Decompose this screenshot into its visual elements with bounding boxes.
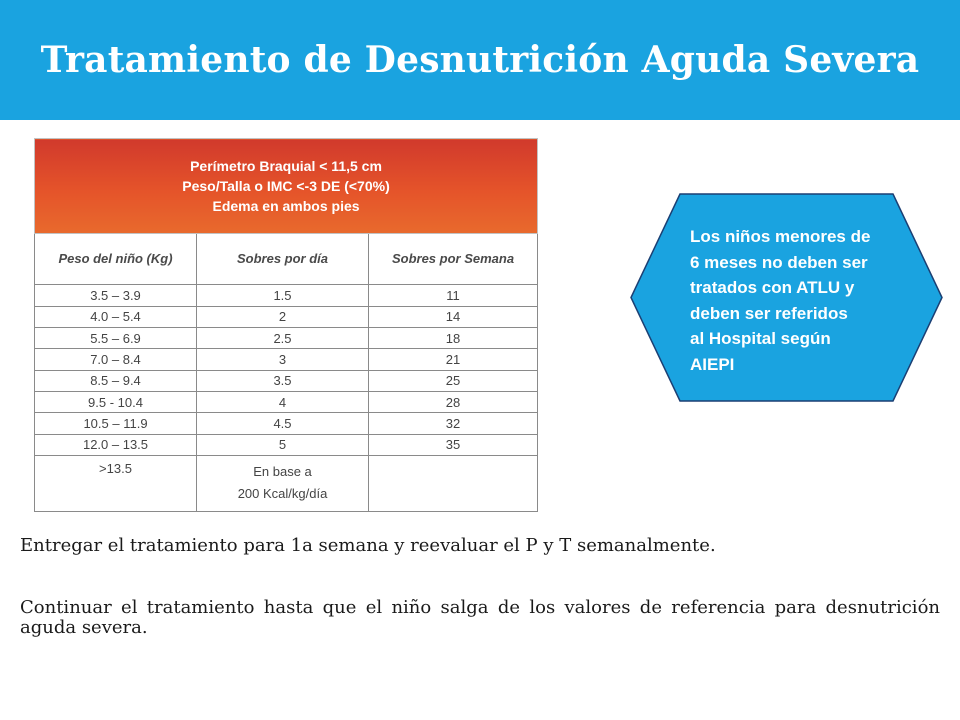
table-column-headers [35,233,538,285]
callout-line: Los niños menores de [690,227,871,246]
column-header-per-day: Sobres por día [197,233,369,285]
instruction-paragraph: Continuar el tratamiento hasta que el niño salga de los valores de referencia para desnutrición aguda severa. [20,597,940,638]
cell-per-day: 5 [197,434,369,455]
cell-per-week: 35 [369,434,538,455]
callout-line: tratados con ATLU y [690,278,855,297]
cell-per-day: 4.5 [197,413,369,434]
cell-weight: 7.0 – 8.4 [35,349,197,370]
cell-per-week: 21 [369,349,538,370]
cell-weight: >13.5 [35,455,197,511]
cell-per-week: 18 [369,328,538,349]
callout-text [690,224,920,377]
cell-per-day: 3 [197,349,369,370]
instruction-paragraph: Entregar el tratamiento para 1a semana y reevaluar el P y T semanalmente. [20,535,716,556]
table-row [35,285,538,306]
cell-weight: 3.5 – 3.9 [35,285,197,306]
page-title: Tratamiento de Desnutrición Aguda Severa [40,39,920,81]
criteria-line: Perímetro Braquial < 11,5 cm [190,157,382,174]
table-row [35,349,538,370]
criteria-line: Edema en ambos pies [212,197,360,214]
cell-per-day: 2 [197,306,369,327]
cell-weight: 9.5 - 10.4 [35,391,197,412]
criteria-header [35,139,538,234]
cell-per-day: 1.5 [197,285,369,306]
table-row [35,328,538,349]
cell-per-week: 32 [369,413,538,434]
cell-per-week: 11 [369,285,538,306]
cell-per-week [369,455,538,511]
cell-weight: 10.5 – 11.9 [35,413,197,434]
callout-line: deben ser referidos [690,303,848,323]
column-header-weight: Peso del niño (Kg) [35,233,197,285]
cell-per-day-line: 200 Kcal/kg/día [237,486,328,502]
cell-per-day: 2.5 [197,328,369,349]
cell-per-week: 14 [369,306,538,327]
title-bar [0,0,960,120]
table-row [35,434,538,455]
cell-weight: 5.5 – 6.9 [35,328,197,349]
dosage-table [34,138,538,512]
table-row [35,370,538,391]
table-row [35,413,538,434]
cell-weight: 8.5 – 9.4 [35,370,197,391]
column-header-per-week: Sobres por Semana [369,233,538,285]
table-row [35,391,538,412]
table-row-last [35,455,538,511]
cell-weight: 12.0 – 13.5 [35,434,197,455]
cell-per-day: 4 [197,391,369,412]
callout-line: 6 meses no deben ser [690,252,868,272]
callout-line: AIEPI [690,354,735,374]
cell-per-week: 25 [369,370,538,391]
cell-per-day-line: En base a [253,464,312,480]
cell-per-day: 3.5 [197,370,369,391]
table-row [35,306,538,327]
criteria-line: Peso/Talla o IMC <-3 DE (<70%) [182,177,390,194]
callout-line: al Hospital según [690,329,831,348]
table-criteria-row [35,139,538,234]
cell-weight: 4.0 – 5.4 [35,306,197,327]
cell-per-week: 28 [369,391,538,412]
cell-per-day [197,455,369,511]
